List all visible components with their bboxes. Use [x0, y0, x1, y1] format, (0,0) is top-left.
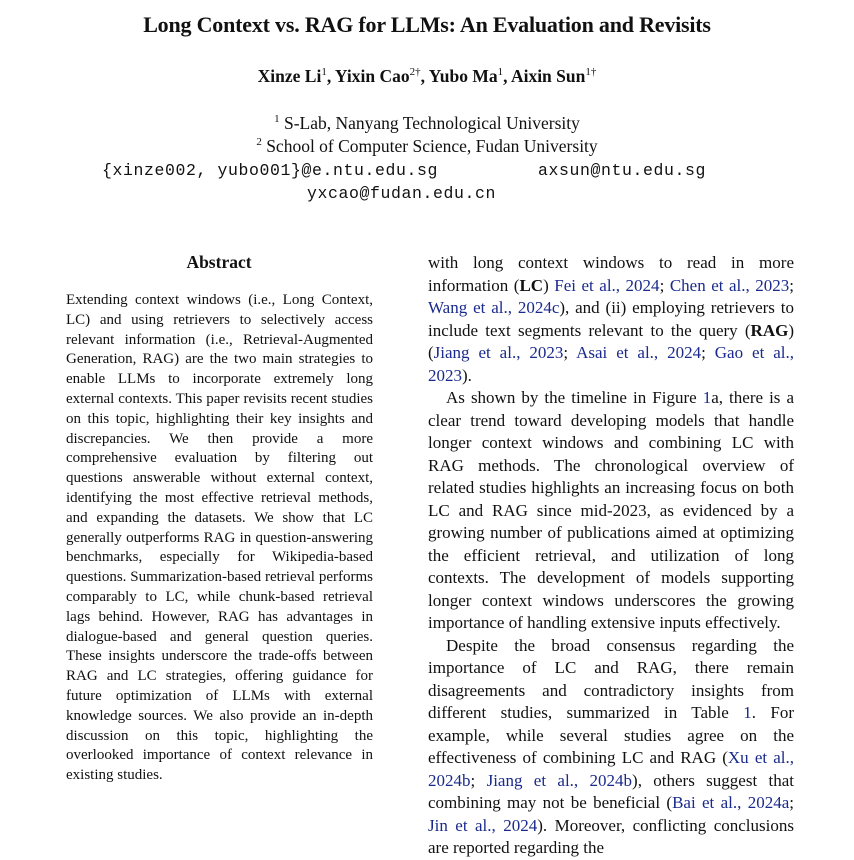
citation-link[interactable]: Bai et al., 2024a: [672, 793, 790, 812]
author-separator: ,: [326, 66, 335, 86]
email-ntu-single[interactable]: axsun@ntu.edu.sg: [538, 161, 707, 180]
body-text: As shown by the timeline in Figure: [446, 388, 703, 407]
body-text: ;: [470, 770, 487, 790]
body-text: a, there is a clear trend toward developing models that handle longer context windows and combining LC with RAG methods. The chronological overview of related studies highlights an increasing focus on both LC and RAG since mid-2023, as evidenced by a growing number of publications aimed at optimizing the efficient retrieval, and utilization of long contexts. The development of models supporting longer context windows underscores the growing importance of handling extensive inputs effectively.: [428, 388, 794, 632]
body-text: ;: [789, 793, 794, 812]
author-affiliation-mark: 2†: [409, 66, 421, 78]
body-text: . For example, while several studies agree on the effectiveness of combining LC and RAG (: [428, 703, 794, 767]
bold-term: LC: [519, 275, 544, 295]
bold-term: RAG: [750, 320, 789, 340]
body-text: ), others suggest that combining may not be beneficial (: [428, 770, 795, 812]
author-name: Xinze Li: [257, 66, 322, 86]
author-affiliation-mark: 1: [321, 66, 327, 78]
author-affiliation-mark: 1: [497, 66, 504, 78]
body-paragraph-1: [428, 252, 794, 387]
citation-link[interactable]: Fei et al., 2024: [554, 275, 660, 295]
citation-link[interactable]: Asai et al., 2024: [576, 343, 702, 362]
abstract-text: Extending context windows (i.e., Long Context, LC) and using retrievers to selectively access relevant information (i.e., Retrieval-Augmented Generation, RAG) are the two main strategies to enable LLMs to incorporate extremely long external contexts. This paper revisits recent studies on this topic, highlighting their key insights and discrepancies. We then provide a more comprehensive evaluation by filtering out questions answerable without external context, identifying the most effective retrieval methods, and expanding the datasets. We show that LC generally outperforms RAG in question-answering benchmarks, especially for Wikipedia-based questions. Summarization-based retrieval performs comparably to LC, while chunk-based retrieval lags behind. However, RAG has advantages in dialogue-based and general question queries. These insights underscore the trade-offs between RAG and LC strategies, offering guidance for future optimization of LLMs with external knowledge sources. We also provide an in-depth discussion on this topic, highlighting the overlooked importance of context relevance in existing studies.: [66, 292, 373, 784]
body-text: ): [543, 275, 555, 295]
body-text: ;: [563, 343, 577, 362]
body-text: ;: [789, 275, 795, 295]
citation-link[interactable]: 1: [702, 388, 712, 407]
affiliation-line: [0, 136, 854, 157]
email-fudan[interactable]: yxcao@fudan.edu.cn: [307, 184, 497, 203]
body-text: with long context windows to read in more information (: [428, 253, 794, 295]
citation-link[interactable]: Gao et al., 2023: [428, 343, 794, 385]
body-text: ).: [462, 365, 472, 385]
citation-link[interactable]: Xu et al., 2024b: [428, 748, 794, 790]
author-list: [0, 66, 854, 87]
author-name: Yixin Cao: [334, 66, 410, 86]
body-paragraph-3: [428, 635, 794, 860]
citation-link[interactable]: Wang et al., 2024c: [428, 298, 560, 317]
affiliation-text: School of Computer Science, Fudan University: [266, 136, 598, 156]
citation-link[interactable]: Chen et al., 2023: [669, 275, 790, 295]
citation-link[interactable]: Jiang et al., 2024b: [486, 770, 633, 790]
citation-link[interactable]: Jin et al., 2024: [428, 815, 538, 835]
paper-title: Long Context vs. RAG for LLMs: An Evaluation and Revisits: [143, 12, 711, 37]
body-paragraph-2: [428, 387, 794, 635]
body-text: ), and (ii) employing retrievers to include text segments relevant to the query (: [428, 298, 794, 340]
affiliation-line: [0, 113, 854, 134]
body-column: [428, 252, 794, 860]
author-name: Aixin Sun: [510, 66, 586, 86]
citation-link[interactable]: Jiang et al., 2023: [433, 343, 564, 362]
abstract-heading: Abstract: [186, 252, 252, 272]
author-name: Yubo Ma: [428, 66, 498, 86]
body-text: Despite the broad consensus regarding the importance of LC and RAG, there remain disagreements and contradictory insights from different studies, summarized in Table: [428, 635, 794, 722]
body-text: ;: [659, 275, 670, 295]
email-ntu-group[interactable]: {xinze002, yubo001}@e.ntu.edu.sg: [102, 161, 439, 180]
author-separator: ,: [420, 66, 429, 86]
body-text: ) (: [428, 320, 794, 362]
citation-link[interactable]: 1: [743, 703, 752, 722]
affiliation-text: S-Lab, Nanyang Technological University: [283, 113, 580, 133]
affiliation-mark: 1: [274, 113, 280, 125]
body-text: ). Moreover, conflicting conclusions are reported regarding the: [428, 815, 794, 857]
author-separator: ,: [503, 66, 511, 86]
author-affiliation-mark: 1†: [585, 66, 597, 78]
body-text: ;: [701, 343, 715, 362]
affiliation-mark: 2: [256, 136, 262, 148]
